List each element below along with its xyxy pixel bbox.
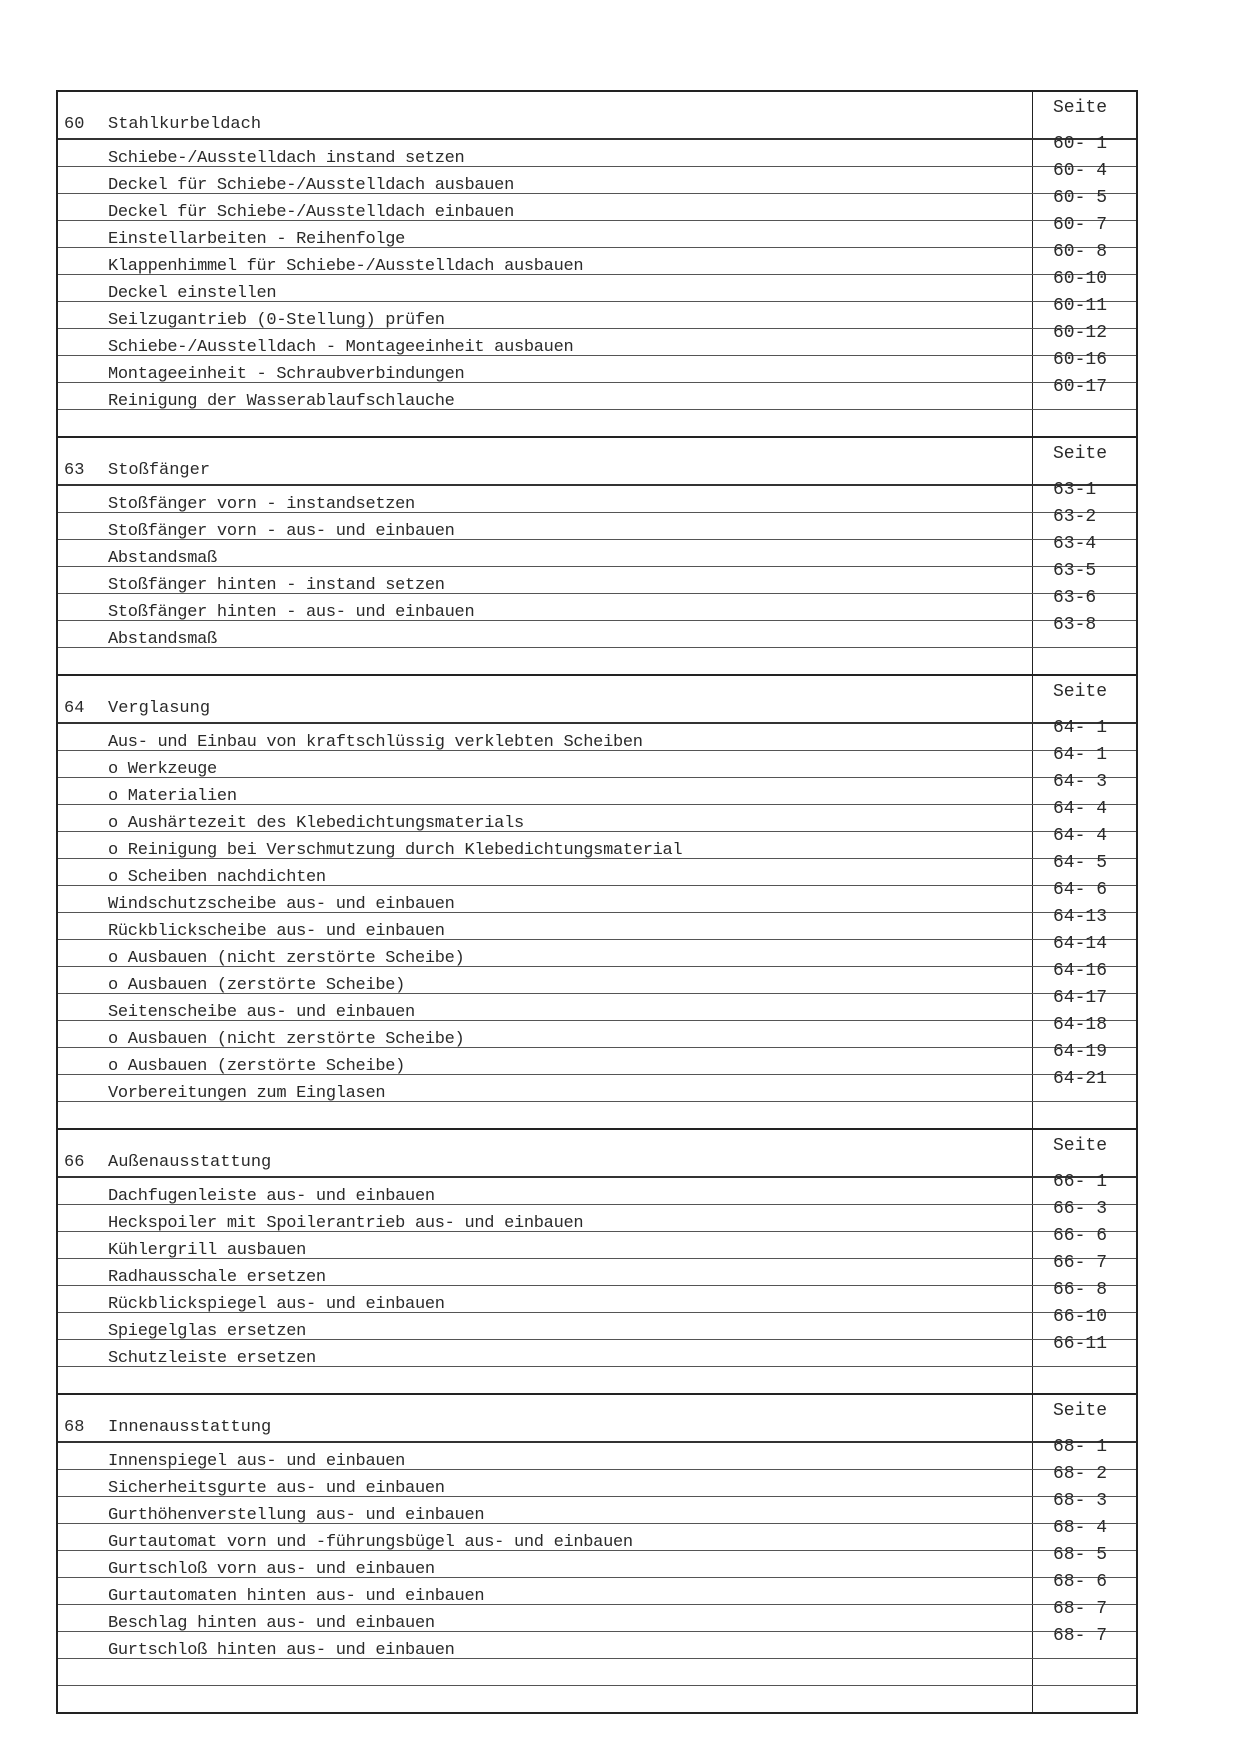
- toc-entry: [58, 1599, 1136, 1633]
- toc-entry: [58, 799, 1136, 833]
- entry-title: Seitenscheibe aus- und einbauen: [108, 1003, 415, 1022]
- entry-title: o Ausbauen (zerstörte Scheibe): [108, 1057, 406, 1076]
- entry-title: Stoßfänger hinten - instand setzen: [108, 576, 445, 595]
- toc-entry: [58, 1334, 1136, 1368]
- entry-page: 64- 5: [1053, 853, 1108, 873]
- entry-page: 66- 3: [1053, 1199, 1108, 1219]
- section-number: 66: [64, 1153, 85, 1172]
- entry-title: Windschutzscheibe aus- und einbauen: [108, 895, 455, 914]
- entry-page: 64-17: [1053, 988, 1108, 1008]
- toc-entry: [58, 718, 1136, 752]
- toc-entry: [58, 1280, 1136, 1314]
- toc-entry: [58, 1626, 1136, 1660]
- toc-entry: [58, 1069, 1136, 1103]
- toc-entry: [58, 134, 1136, 168]
- toc-entry: [58, 1199, 1136, 1233]
- toc-entry: [58, 853, 1136, 887]
- entry-page: 64- 6: [1053, 880, 1108, 900]
- entry-page: 64-18: [1053, 1015, 1108, 1035]
- toc-entry: [58, 772, 1136, 806]
- entry-title: o Ausbauen (nicht zerstörte Scheibe): [108, 1030, 465, 1049]
- entry-title: Gurtautomat vorn und -führungsbügel aus- und einbauen: [108, 1533, 633, 1552]
- entry-page: 66- 6: [1053, 1226, 1108, 1246]
- entry-page: 68- 2: [1053, 1464, 1108, 1484]
- toc-entry: [58, 161, 1136, 195]
- entry-title: Schutzleiste ersetzen: [108, 1349, 316, 1368]
- toc-entry: [58, 410, 1136, 436]
- section-title: Stahlkurbeldach: [108, 115, 262, 134]
- entry-page: 63-8: [1053, 615, 1097, 635]
- entry-title: Gurthöhenverstellung aus- und einbauen: [108, 1506, 485, 1525]
- entry-page: 60-16: [1053, 350, 1108, 370]
- entry-page: 66-11: [1053, 1334, 1108, 1354]
- entry-title: Seilzugantrieb (0-Stellung) prüfen: [108, 311, 445, 330]
- entry-title: Gurtschloß hinten aus- und einbauen: [108, 1641, 455, 1660]
- entry-title: o Scheiben nachdichten: [108, 868, 326, 887]
- entry-title: Rückblickspiegel aus- und einbauen: [108, 1295, 445, 1314]
- entry-page: 64- 3: [1053, 772, 1108, 792]
- toc-entry: [58, 377, 1136, 411]
- toc-entry: [58, 1253, 1136, 1287]
- page-column-label: Seite: [1053, 1401, 1108, 1421]
- entry-page: 60-17: [1053, 377, 1108, 397]
- section-header: [58, 92, 1136, 140]
- toc-entry: [58, 1172, 1136, 1206]
- section-number: 60: [64, 115, 85, 134]
- section-title: Verglasung: [108, 699, 211, 718]
- toc-entry: [58, 1464, 1136, 1498]
- toc-entry: [58, 296, 1136, 330]
- entry-page: 64- 4: [1053, 826, 1108, 846]
- entry-page: 66-10: [1053, 1307, 1108, 1327]
- entry-title: Vorbereitungen zum Einglasen: [108, 1084, 386, 1103]
- entry-page: 60- 1: [1053, 134, 1108, 154]
- empty-row: [58, 1102, 1136, 1128]
- entry-page: 66- 8: [1053, 1280, 1108, 1300]
- entry-page: 63-5: [1053, 561, 1097, 581]
- section-title: Außenausstattung: [108, 1153, 272, 1172]
- toc-entry: [58, 988, 1136, 1022]
- empty-row: [58, 648, 1136, 674]
- entry-page: 60-10: [1053, 269, 1108, 289]
- toc-entry: [58, 188, 1136, 222]
- entry-title: Beschlag hinten aus- und einbauen: [108, 1614, 435, 1633]
- empty-row: [58, 1686, 1136, 1712]
- entry-title: Reinigung der Wasserablaufschlauche: [108, 392, 455, 411]
- entry-page: 68- 6: [1053, 1572, 1108, 1592]
- toc-entry: [58, 1226, 1136, 1260]
- entry-page: 64- 1: [1053, 718, 1108, 738]
- toc-section-63: [58, 436, 1136, 674]
- page-column-label: Seite: [1053, 98, 1108, 118]
- toc-section-68: [58, 1393, 1136, 1712]
- toc-entry: [58, 880, 1136, 914]
- entry-title: Abstandsmaß: [108, 549, 217, 568]
- entry-title: Radhausschale ersetzen: [108, 1268, 326, 1287]
- entry-title: Gurtschloß vorn aus- und einbauen: [108, 1560, 435, 1579]
- page-column-label: Seite: [1053, 1136, 1108, 1156]
- section-header: [58, 1130, 1136, 1178]
- toc-entry: [58, 269, 1136, 303]
- toc-entry: [58, 907, 1136, 941]
- toc-entry: [58, 1518, 1136, 1552]
- entry-title: Rückblickscheibe aus- und einbauen: [108, 922, 445, 941]
- empty-row: [58, 1659, 1136, 1686]
- entry-title: Schiebe-/Ausstelldach - Montageeinheit ausbauen: [108, 338, 574, 357]
- toc-entry: [58, 242, 1136, 276]
- section-number: 64: [64, 699, 85, 718]
- toc-entry: [58, 534, 1136, 568]
- entry-page: 66- 1: [1053, 1172, 1108, 1192]
- entry-title: Innenspiegel aus- und einbauen: [108, 1452, 406, 1471]
- entry-page: 64-13: [1053, 907, 1108, 927]
- entry-page: 63-1: [1053, 480, 1097, 500]
- toc-entry: [58, 1437, 1136, 1471]
- toc-entry: [58, 615, 1136, 649]
- entry-title: Spiegelglas ersetzen: [108, 1322, 307, 1341]
- table-of-contents: [56, 90, 1138, 1714]
- entry-page: 60- 5: [1053, 188, 1108, 208]
- entry-title: Dachfugenleiste aus- und einbauen: [108, 1187, 435, 1206]
- entry-title: Einstellarbeiten - Reihenfolge: [108, 230, 406, 249]
- entry-page: 64-21: [1053, 1069, 1108, 1089]
- toc-entry: [58, 1042, 1136, 1076]
- entry-title: o Ausbauen (nicht zerstörte Scheibe): [108, 949, 465, 968]
- toc-entry: [58, 480, 1136, 514]
- toc-entry: [58, 507, 1136, 541]
- toc-entry: [58, 745, 1136, 779]
- entry-page: 64- 4: [1053, 799, 1108, 819]
- entry-page: 68- 4: [1053, 1518, 1108, 1538]
- entry-page: 66- 7: [1053, 1253, 1108, 1273]
- toc-entry: [58, 934, 1136, 968]
- toc-entry: [58, 1545, 1136, 1579]
- entry-page: 64- 1: [1053, 745, 1108, 765]
- entry-title: Abstandsmaß: [108, 630, 217, 649]
- entry-page: 68- 7: [1053, 1599, 1108, 1619]
- section-header: [58, 438, 1136, 486]
- toc-entry: [58, 1015, 1136, 1049]
- entry-title: Kühlergrill ausbauen: [108, 1241, 307, 1260]
- toc-entry: [58, 215, 1136, 249]
- toc-entry: [58, 561, 1136, 595]
- section-number: 68: [64, 1418, 85, 1437]
- toc-entry: [58, 323, 1136, 357]
- entry-title: Deckel einstellen: [108, 284, 277, 303]
- entry-title: o Aushärtezeit des Klebedichtungsmaterials: [108, 814, 524, 833]
- entry-title: Stoßfänger vorn - instandsetzen: [108, 495, 415, 514]
- section-title: Stoßfänger: [108, 461, 211, 480]
- entry-page: 60-12: [1053, 323, 1108, 343]
- entry-page: 68- 1: [1053, 1437, 1108, 1457]
- section-header: [58, 1395, 1136, 1443]
- toc-entry: [58, 826, 1136, 860]
- entry-page: 68- 3: [1053, 1491, 1108, 1511]
- entry-title: Stoßfänger vorn - aus- und einbauen: [108, 522, 455, 541]
- entry-title: Sicherheitsgurte aus- und einbauen: [108, 1479, 445, 1498]
- toc-entry: [58, 1491, 1136, 1525]
- entry-page: 60- 7: [1053, 215, 1108, 235]
- entry-title: Deckel für Schiebe-/Ausstelldach einbauen: [108, 203, 514, 222]
- entry-title: Heckspoiler mit Spoilerantrieb aus- und einbauen: [108, 1214, 584, 1233]
- entry-title: Schiebe-/Ausstelldach instand setzen: [108, 149, 465, 168]
- entry-page: 64-16: [1053, 961, 1108, 981]
- entry-page: 63-6: [1053, 588, 1097, 608]
- entry-title: Stoßfänger hinten - aus- und einbauen: [108, 603, 475, 622]
- entry-page: 64-14: [1053, 934, 1108, 954]
- entry-page: 64-19: [1053, 1042, 1108, 1062]
- entry-title: Montageeinheit - Schraubverbindungen: [108, 365, 465, 384]
- entry-title: Klappenhimmel für Schiebe-/Ausstelldach ausbauen: [108, 257, 584, 276]
- entry-page: 63-4: [1053, 534, 1097, 554]
- toc-section-64: [58, 674, 1136, 1128]
- entry-title: o Reinigung bei Verschmutzung durch Klebedichtungsmaterial: [108, 841, 683, 860]
- toc-entry: [58, 350, 1136, 384]
- toc-entry: [58, 1307, 1136, 1341]
- entry-title: o Ausbauen (zerstörte Scheibe): [108, 976, 406, 995]
- section-number: 63: [64, 461, 85, 480]
- section-header: [58, 676, 1136, 724]
- entry-title: Aus- und Einbau von kraftschlüssig verklebten Scheiben: [108, 733, 643, 752]
- toc-section-66: [58, 1128, 1136, 1393]
- toc-entry: [58, 961, 1136, 995]
- entry-title: o Werkzeuge: [108, 760, 217, 779]
- entry-page: 60-11: [1053, 296, 1108, 316]
- page-column-label: Seite: [1053, 682, 1108, 702]
- page-column-label: Seite: [1053, 444, 1108, 464]
- toc-entry: [58, 588, 1136, 622]
- entry-page: 68- 5: [1053, 1545, 1108, 1565]
- entry-title: Deckel für Schiebe-/Ausstelldach ausbauen: [108, 176, 514, 195]
- toc-section-60: [58, 92, 1136, 436]
- entry-page: 60- 4: [1053, 161, 1108, 181]
- section-title: Innenausstattung: [108, 1418, 272, 1437]
- empty-row: [58, 1367, 1136, 1393]
- entry-page: 68- 7: [1053, 1626, 1108, 1646]
- entry-page: 63-2: [1053, 507, 1097, 527]
- entry-page: 60- 8: [1053, 242, 1108, 262]
- toc-entry: [58, 1572, 1136, 1606]
- entry-title: Gurtautomaten hinten aus- und einbauen: [108, 1587, 485, 1606]
- entry-title: o Materialien: [108, 787, 237, 806]
